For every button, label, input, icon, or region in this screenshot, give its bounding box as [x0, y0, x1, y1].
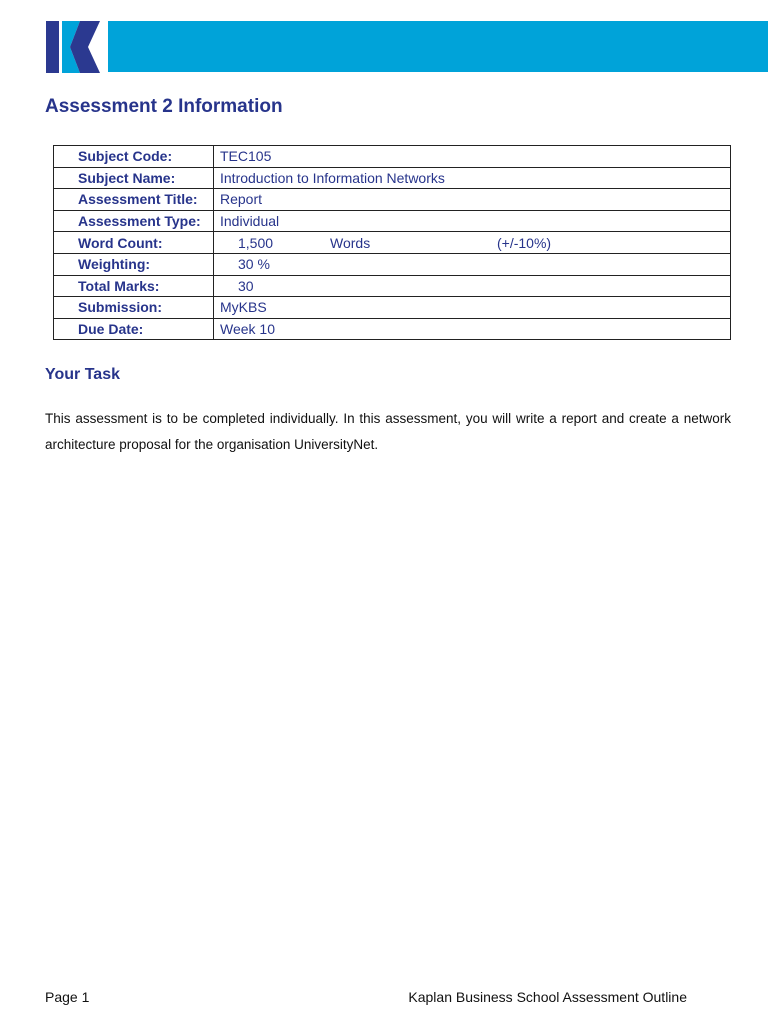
table-row [54, 167, 731, 189]
table-row [54, 275, 731, 297]
table-row [54, 232, 731, 254]
detail-label: Total Marks: [54, 275, 214, 297]
detail-label: Assessment Type: [54, 210, 214, 232]
your-task-heading: Your Task [45, 366, 120, 383]
weighting-value: 30 % [238, 256, 270, 273]
table-row [54, 210, 731, 232]
detail-label: Weighting: [54, 253, 214, 275]
word-count-unit: Words [330, 234, 371, 251]
detail-label: Submission: [54, 297, 214, 319]
detail-label: Subject Code: [54, 146, 214, 168]
detail-value [214, 253, 731, 275]
table-row [54, 146, 731, 168]
detail-label: Due Date: [54, 318, 214, 340]
detail-value: Report [214, 189, 731, 211]
detail-label: Word Count: [54, 232, 214, 254]
word-count-tolerance: (+/-10%) [497, 234, 552, 251]
table-row [54, 189, 731, 211]
footer-page-number: Page 1 [45, 989, 90, 1005]
detail-value: Introduction to Information Networks [214, 167, 731, 189]
task-description: This assessment is to be completed individually. In this assessment, you will write a report and create a network architecture proposal for the organisation UniversityNet. [45, 411, 731, 452]
table-row [54, 253, 731, 275]
detail-value: TEC105 [214, 146, 731, 168]
word-count-value: 1,500 [238, 234, 274, 251]
detail-value: Individual [214, 210, 731, 232]
detail-label: Assessment Title: [54, 189, 214, 211]
table-row [54, 297, 731, 319]
kaplan-logo-icon [46, 21, 100, 73]
detail-value: Week 10 [214, 318, 731, 340]
total-marks-value: 30 [238, 277, 254, 294]
detail-value: MyKBS [214, 297, 731, 319]
table-row [54, 318, 731, 340]
header-banner [108, 21, 768, 72]
detail-value [214, 232, 731, 254]
detail-label: Subject Name: [54, 167, 214, 189]
assessment-details-table [53, 145, 731, 340]
footer-document-name: Kaplan Business School Assessment Outline [408, 989, 687, 1005]
detail-value [214, 275, 731, 297]
page-title: Assessment 2 Information [45, 96, 283, 117]
